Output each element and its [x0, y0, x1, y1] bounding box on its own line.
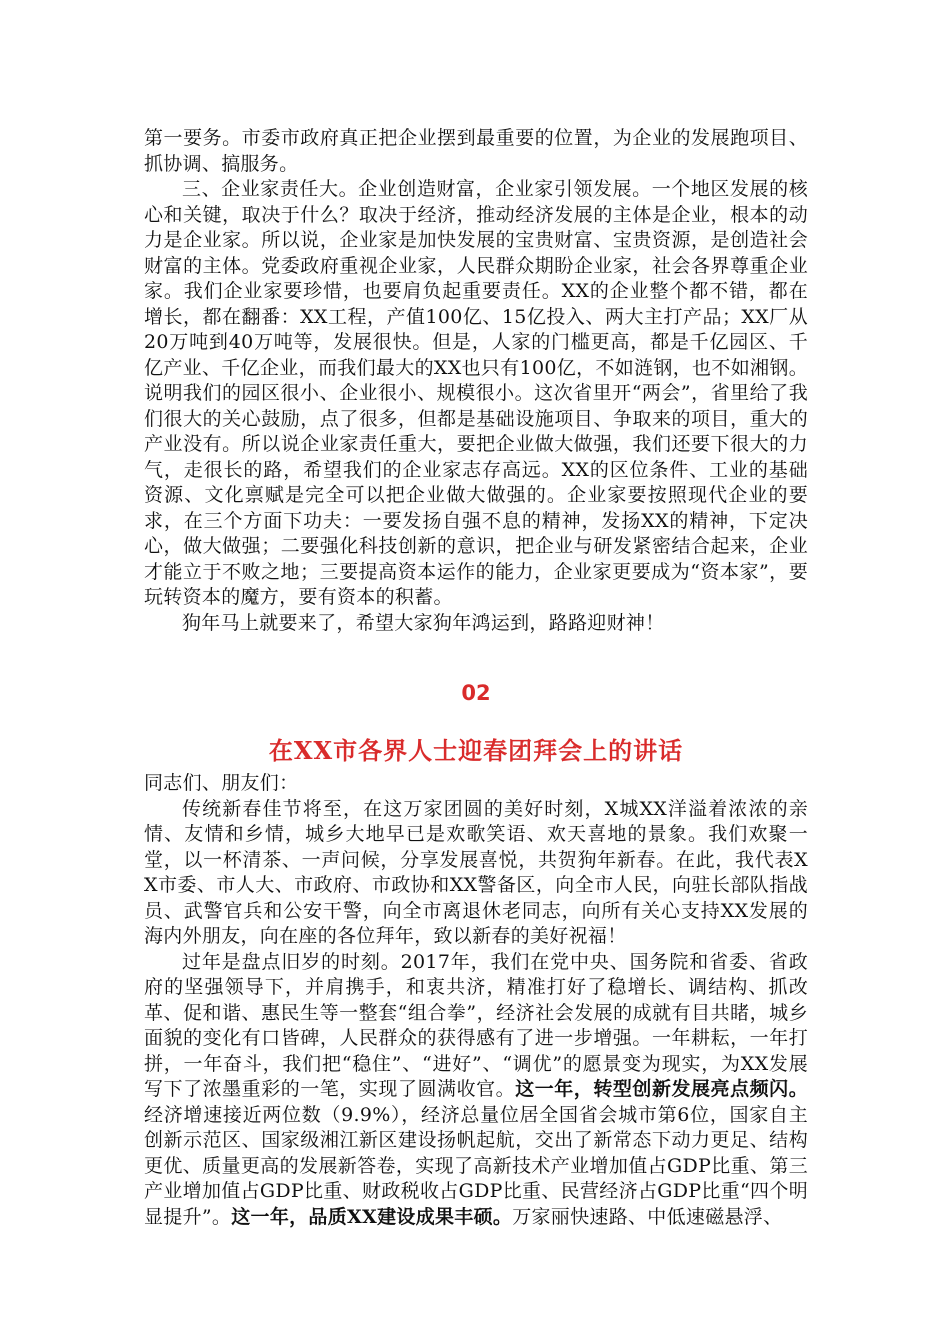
- paragraph: 传统新春佳节将至，在这万家团圆的美好时刻，X城XX洋溢着浓浓的亲情、友情和乡情，城乡大地早已是欢歌笑语、欢天喜地的景象。我们欢聚一堂，以一杯清茶、一声问候，分享发展喜悦，共贺狗年新春。在此，我代表XX市委、市人大、市政府、市政协和XX警备区，向全市人民，向驻长部队指战员、武警官兵和公安干警，向全市离退休老同志，向所有关心支持XX发展的海内外朋友，向在座的各位拜年，致以新春的美好祝福！: [144, 797, 808, 947]
- speech-title: 在XX市各界人士迎春团拜会上的讲话: [268, 736, 684, 765]
- bold-highlight: 这一年，转型创新发展亮点频闪。: [515, 1078, 808, 1100]
- paragraph: 第一要务。市委市政府真正把企业摆到最重要的位置，为企业的发展跑项目、抓协调、搞服务。: [144, 127, 808, 175]
- paragraph: 狗年马上就要来了，希望大家狗年鸿运到，路路迎财神！: [182, 611, 665, 634]
- bold-highlight: 这一年，品质XX建设成果丰硕。: [231, 1205, 513, 1228]
- greeting: 同志们、朋友们：: [144, 772, 299, 794]
- section-number: 02: [461, 681, 491, 705]
- paragraph-text: 万家丽快速路、中低速磁悬浮、: [512, 1205, 783, 1228]
- speech-body: [144, 771, 808, 1230]
- document-page: [144, 126, 808, 1228]
- paragraph-text: 经济增速接近两位数（9.9%），经济总量位居全国省会城市第6位，国家自主创新示范区、国家级湘江新区建设扬帆起航，交出了新常态下动力更足、结构更优、质量更高的发展新答卷，实现了高新技术产业增加值占GDP比重、第三产业增加值占GDP比重、财政税收占GDP比重、民营经济占GDP比重“四个明显提升”。: [144, 1103, 808, 1228]
- paragraph: [144, 950, 808, 1231]
- paragraph: 三、企业家责任大。企业创造财富，企业家引领发展。一个地区发展的核心和关键，取决于什么？取决于经济，推动经济发展的主体是企业，根本的动力是企业家。所以说，企业家是加快发展的宝贵财富、宝贵资源，是创造社会财富的主体。党委政府重视企业家，人民群众期盼企业家，社会各界尊重企业家。我们企业家要珍惜，也要肩负起重要责任。XX的企业整个都不错，都在增长，都在翻番：XX工程，产值100亿、15亿投入、两大主打产品；XX厂从20万吨到40万吨等，发展很快。但是，人家的门槛更高，都是千亿园区、千亿产业、千亿企业，而我们最大的XX也只有100亿，不如涟钢，也不如湘钢。说明我们的园区很小、企业很小、规模很小。这次省里开“两会”，省里给了我们很大的关心鼓励，点了很多，但都是基础设施项目、争取来的项目，重大的产业没有。所以说企业家责任重大，要把企业做大做强，我们还要下很大的力气，走很长的路，希望我们的企业家志存高远。XX的区位条件、工业的基础资源、文化禀赋是完全可以把企业做大做强的。企业家要按照现代企业的要求，在三个方面下功夫：一要发扬自强不息的精神，发扬XX的精神，下定决心，做大做强；二要强化科技创新的意识，把企业与研发紧密结合起来，企业才能立于不败之地；三要提高资本运作的能力，企业家更要成为“资本家”，要玩转资本的魔方，要有资本的积蓄。: [144, 178, 808, 608]
- paragraph-text: 过年是盘点旧岁的时刻。2017年，我们在党中央、国务院和省委、省政府的坚强领导下，并肩携手，和衷共济，精准打好了稳增长、调结构、抓改革、促和谐、惠民生等一整套“组合拳”，经济社会发展的成就有目共睹，城乡面貌的变化有口皆碑，人民群众的获得感有了进一步增强。一年耕耘，一年打拼，一年奋斗，我们把“稳住”、“进好”、“调优”的愿景变为现实，为XX发展写下了浓墨重彩的一笔，实现了圆满收官。: [144, 950, 808, 1100]
